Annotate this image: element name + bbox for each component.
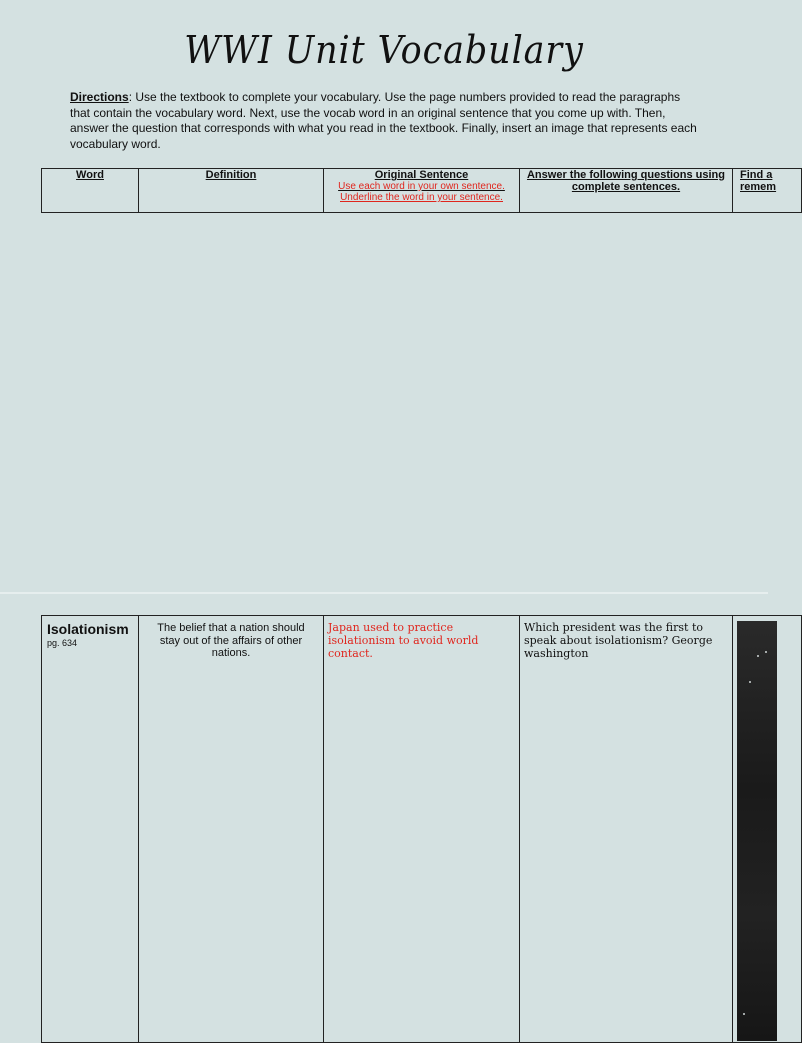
header-row	[42, 169, 802, 213]
header-sentence-note-2: Underline the word in your sentence.	[340, 192, 503, 203]
answer-cell: Which president was the first to speak about isolationism? George washington	[520, 616, 733, 1043]
header-find-line-2: remem	[740, 181, 777, 193]
vocab-header-table	[41, 168, 802, 213]
directions-text: : Use the textbook to complete your vocabulary. Use the page numbers provided to read the paragraphs that contain the vocabulary word. Next, use the vocab word in an original sentence that you come up with. Then, answer the question that corresponds with what you read in the textbook. Finally, insert an image that represents each vocabulary word.	[70, 90, 697, 151]
page-reference: pg. 634	[47, 638, 78, 648]
word-cell	[42, 616, 139, 1043]
image-cell	[733, 616, 802, 1043]
header-sentence-note-1: Use each word in your own sentence.	[338, 181, 505, 192]
table-row	[42, 616, 802, 1043]
header-definition: Definition	[139, 169, 324, 213]
header-original-sentence-label: Original Sentence	[374, 169, 469, 181]
header-word: Word	[42, 169, 139, 213]
vocab-word: Isolationism	[47, 621, 129, 637]
header-answer: Answer the following questions using complete sentences.	[520, 169, 733, 213]
header-find-image	[733, 169, 802, 213]
header-find-line-1: Find a	[740, 169, 773, 181]
original-sentence-cell: Japan used to practice isolationism to avoid world contact.	[324, 616, 520, 1043]
page-2	[0, 594, 768, 1024]
directions-label: Directions	[70, 90, 129, 104]
vocab-row-table	[41, 615, 802, 1043]
page-title: WWI Unit Vocabulary	[184, 28, 584, 72]
directions-paragraph	[70, 90, 700, 152]
vocab-image	[737, 621, 777, 1041]
definition-cell: The belief that a nation should stay out of the affairs of other nations.	[139, 616, 324, 1043]
header-original-sentence	[324, 169, 520, 213]
